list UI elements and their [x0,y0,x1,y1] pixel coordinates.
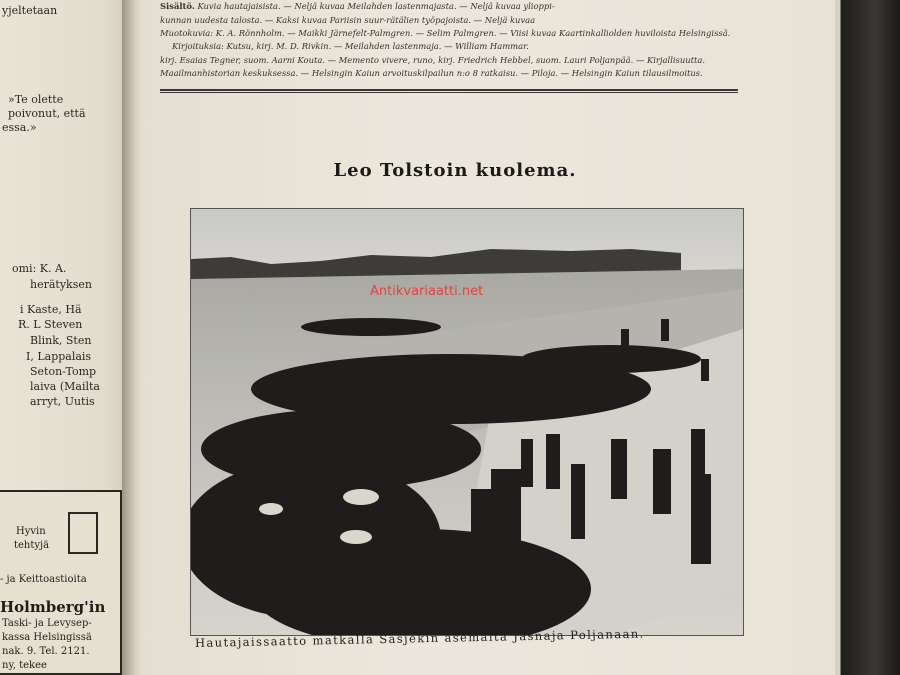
ad-illustration [68,512,98,554]
contents-line: Kirjoituksia: Kutsu, kirj. M. D. Rivkin. — Meilahden lastenmaja. — William Hammar. [172,41,529,51]
contents-text: Kuvia hautajaisista. — Neljä kuvaa Meilahden lastenmajasta. — Neljä kuvaa ylioppi- [197,1,555,11]
page-number [710,0,738,1]
left-text-line: »Te olette [8,93,64,106]
left-text-line: poivonut, että [8,107,86,120]
left-text-line: Seton-Tomp [30,365,97,378]
ad-text: ny, tekee [2,660,47,671]
left-text-line: essa.» [2,121,37,134]
funeral-procession-photo [190,208,744,636]
left-text-line: arryt, Uutis [30,395,95,408]
ad-text: Hyvin [16,526,46,537]
contents-line: Muotokuvia: K. A. Rönnholm. — Maikki Järnefelt-Palmgren. — Selim Palmgren. — Viisi kuvaa Kaartinkalliolden huviloista Helsingissä. [160,28,731,38]
watermark-text: Antikvariaatti.net [370,284,484,299]
left-text-line: omi: K. A. [12,262,67,275]
contents-line: Maailmanhistorian keskuksessa. — Helsingin Kaiun arvoituskilpailun n:o 8 ratkaisu. — Piloja. — Helsingin Kaiun tilausilmoitus. [160,68,703,78]
ad-brand: Holmberg'in [0,598,106,616]
contents-line: kirj. Esaias Tegner, suom. Aarni Kouta. — Memento vivere, runo, kirj. Friedrich Hebbel, suom. Lauri Poljanpää. — Kirjallisuutta. [160,55,706,65]
photo-caption: Hautajaissaatto matkalla Sasjekin asemalta Jasnaja Poljanaan. [194,626,645,650]
left-text-line: yjeltetaan [2,4,58,17]
contents-label: Sisältö. [160,1,195,11]
holmberg-advertisement [0,490,122,675]
ad-text: tehtyjä [14,540,50,551]
article-headline: Leo Tolstoin kuolema. [333,160,577,181]
contents-line [160,1,555,12]
left-page [0,0,132,675]
ad-text: Taski- ja Levysep- [2,618,92,629]
left-text-line: herätyksen [30,278,92,291]
contents-line: kunnan uudesta talosta. — Kaksi kuvaa Pariisin suur-rätälien työpajoista. — Neljä kuvaa [160,15,536,25]
left-text-line: i Kaste, Hä [20,303,82,316]
ad-text: kassa Helsingissä [2,632,92,643]
table-of-contents [160,0,738,93]
header-rule [160,89,738,91]
left-text-line: laiva (Mailta [30,380,100,393]
left-text-line: I, Lappalais [26,350,92,363]
book-cover-edge [835,0,900,675]
left-text-line: R. L Steven [18,318,83,331]
ad-text: - ja Keittoastioita [0,574,87,585]
photo-illustration [191,209,743,635]
ad-text: nak. 9. Tel. 2121. [2,646,90,657]
left-text-line: Blink, Sten [30,334,92,347]
